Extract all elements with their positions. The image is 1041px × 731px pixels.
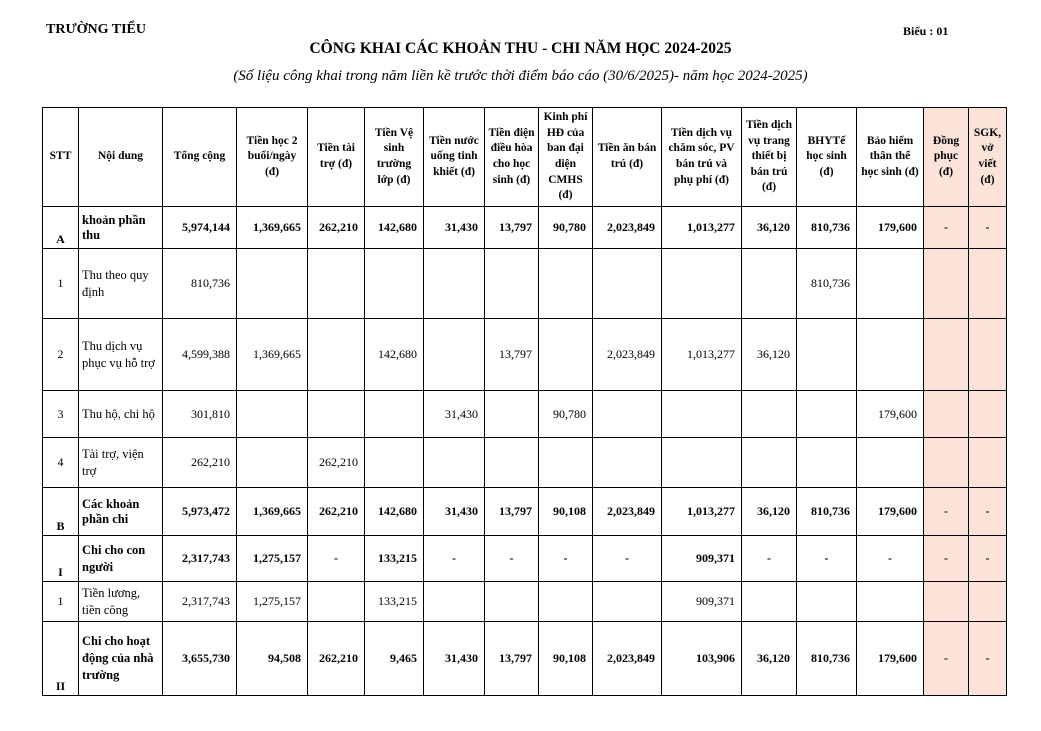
table-cell	[424, 582, 485, 622]
col-header-total: Tổng cộng	[163, 108, 237, 207]
row-content: Chi cho hoạt động của nhà trường	[79, 622, 163, 696]
col-header-care-service: Tiền dịch vụ chăm sóc, PV bán trú và phụ phí (đ)	[662, 108, 742, 207]
table-cell: 90,108	[539, 622, 593, 696]
row-content: Thu theo quy định	[79, 249, 163, 319]
table-cell: 13,797	[485, 319, 539, 391]
table-cell	[308, 319, 365, 391]
table-cell	[539, 582, 593, 622]
table-cell: 2,317,743	[163, 582, 237, 622]
table-cell	[237, 249, 308, 319]
row-stt: II	[43, 622, 79, 696]
table-cell: -	[924, 622, 969, 696]
table-cell	[797, 319, 857, 391]
table-cell: 133,215	[365, 536, 424, 582]
table-row	[43, 622, 1007, 696]
table-cell	[969, 249, 1007, 319]
row-content: Tiền lương, tiền công	[79, 582, 163, 622]
table-cell	[308, 582, 365, 622]
col-header-body-insurance: Bảo hiểm thân thể học sinh (đ)	[857, 108, 924, 207]
table-cell	[742, 391, 797, 438]
table-cell: -	[924, 207, 969, 249]
table-cell: 262,210	[308, 207, 365, 249]
table-cell: 36,120	[742, 622, 797, 696]
table-cell: 179,600	[857, 622, 924, 696]
table-cell	[485, 582, 539, 622]
col-header-boarding-meals: Tiền ăn bán trú (đ)	[593, 108, 662, 207]
table-row	[43, 319, 1007, 391]
table-cell: 3,655,730	[163, 622, 237, 696]
table-cell	[662, 391, 742, 438]
table-cell	[797, 438, 857, 488]
row-content: Tài trợ, viện trợ	[79, 438, 163, 488]
row-stt: I	[43, 536, 79, 582]
table-cell	[365, 438, 424, 488]
table-cell: 262,210	[308, 622, 365, 696]
row-content: Các khoản phần chi	[79, 488, 163, 536]
table-cell	[742, 438, 797, 488]
table-cell: 1,369,665	[237, 207, 308, 249]
revenue-expense-table	[42, 107, 1007, 696]
header-row	[43, 108, 1007, 207]
table-cell: 36,120	[742, 207, 797, 249]
table-cell	[924, 582, 969, 622]
table-cell: -	[485, 536, 539, 582]
row-stt: A	[43, 207, 79, 249]
row-content: Thu dịch vụ phục vụ hỗ trợ	[79, 319, 163, 391]
table-cell: 1,013,277	[662, 319, 742, 391]
col-header-air-conditioning: Tiền điện điều hòa cho học sinh (đ)	[485, 108, 539, 207]
table-cell	[662, 438, 742, 488]
table-cell: 179,600	[857, 207, 924, 249]
table-cell: -	[857, 536, 924, 582]
row-stt: 3	[43, 391, 79, 438]
table-cell: 31,430	[424, 391, 485, 438]
row-stt: 2	[43, 319, 79, 391]
table-cell: 262,210	[308, 488, 365, 536]
table-cell: 810,736	[797, 207, 857, 249]
table-cell	[365, 391, 424, 438]
col-header-equipment-service: Tiền dịch vụ trang thiết bị bán trú (đ)	[742, 108, 797, 207]
table-cell: -	[797, 536, 857, 582]
table-cell: -	[539, 536, 593, 582]
table-cell: 9,465	[365, 622, 424, 696]
table-cell	[424, 249, 485, 319]
table-cell: -	[969, 536, 1007, 582]
table-cell	[857, 319, 924, 391]
table-row	[43, 207, 1007, 249]
page-subtitle: (Số liệu công khai trong năm liền kề trước thời điểm báo cáo (30/6/2025)- năm học 2024-2025)	[233, 68, 808, 84]
col-header-two-session: Tiền học 2 buổi/ngày (đ)	[237, 108, 308, 207]
table-cell	[593, 249, 662, 319]
table-cell: 142,680	[365, 319, 424, 391]
table-cell	[485, 391, 539, 438]
table-cell: -	[924, 536, 969, 582]
table-cell	[857, 582, 924, 622]
table-cell: 13,797	[485, 488, 539, 536]
table-cell: 5,974,144	[163, 207, 237, 249]
table-cell: 31,430	[424, 622, 485, 696]
table-row	[43, 536, 1007, 582]
row-content: Thu hộ, chi hộ	[79, 391, 163, 438]
col-header-parents-committee: Kinh phí HĐ của ban đại diện CMHS (đ)	[539, 108, 593, 207]
row-stt: 1	[43, 582, 79, 622]
row-content: khoản phần thu	[79, 207, 163, 249]
table-cell	[539, 438, 593, 488]
table-cell	[365, 249, 424, 319]
table-cell: 142,680	[365, 488, 424, 536]
col-header-stt: STT	[43, 108, 79, 207]
table-cell	[539, 319, 593, 391]
table-cell	[485, 249, 539, 319]
table-cell	[308, 249, 365, 319]
table-cell: 2,023,849	[593, 622, 662, 696]
table-cell	[485, 438, 539, 488]
col-header-textbooks: SGK, vở viết (đ)	[969, 108, 1007, 207]
table-cell: 94,508	[237, 622, 308, 696]
col-header-drinking-water: Tiền nước uống tinh khiết (đ)	[424, 108, 485, 207]
table-cell: 133,215	[365, 582, 424, 622]
table-cell: 2,023,849	[593, 319, 662, 391]
table-cell: -	[969, 622, 1007, 696]
table-cell: -	[969, 488, 1007, 536]
col-header-health-insurance: BHYTế học sinh (đ)	[797, 108, 857, 207]
table-cell: 2,317,743	[163, 536, 237, 582]
row-stt: 1	[43, 249, 79, 319]
table-row	[43, 391, 1007, 438]
table-row	[43, 249, 1007, 319]
table-cell: 36,120	[742, 488, 797, 536]
table-cell: 1,369,665	[237, 488, 308, 536]
table-cell: 103,906	[662, 622, 742, 696]
table-cell: 90,780	[539, 207, 593, 249]
table-cell: -	[308, 536, 365, 582]
table-cell: 90,780	[539, 391, 593, 438]
table-cell	[593, 391, 662, 438]
school-name: TRƯỜNG TIỂU	[46, 22, 146, 37]
table-cell: 1,013,277	[662, 488, 742, 536]
row-stt: 4	[43, 438, 79, 488]
table-cell	[424, 438, 485, 488]
table-cell: 301,810	[163, 391, 237, 438]
table-cell: 810,736	[163, 249, 237, 319]
table-cell	[924, 319, 969, 391]
table-cell: 36,120	[742, 319, 797, 391]
table-cell	[742, 582, 797, 622]
table-cell: -	[593, 536, 662, 582]
page-title: CÔNG KHAI CÁC KHOẢN THU - CHI NĂM HỌC 2024-2025	[309, 40, 732, 57]
table-row	[43, 488, 1007, 536]
table-cell: 31,430	[424, 207, 485, 249]
row-content: Chi cho con người	[79, 536, 163, 582]
table-cell: 90,108	[539, 488, 593, 536]
table-cell: 810,736	[797, 488, 857, 536]
table-cell	[969, 391, 1007, 438]
table-cell: -	[742, 536, 797, 582]
table-cell: 13,797	[485, 207, 539, 249]
table-cell: 909,371	[662, 582, 742, 622]
table-cell: 31,430	[424, 488, 485, 536]
table-cell: 262,210	[308, 438, 365, 488]
table-cell: 179,600	[857, 488, 924, 536]
table-cell	[237, 438, 308, 488]
table-cell: 810,736	[797, 622, 857, 696]
table-cell: -	[424, 536, 485, 582]
table-cell: 1,013,277	[662, 207, 742, 249]
table-cell	[924, 438, 969, 488]
table-cell: 179,600	[857, 391, 924, 438]
table-cell	[857, 249, 924, 319]
table-cell: -	[924, 488, 969, 536]
table-cell: 1,275,157	[237, 582, 308, 622]
table-cell: 2,023,849	[593, 488, 662, 536]
table-cell	[593, 438, 662, 488]
col-header-content: Nội dung	[79, 108, 163, 207]
table-cell	[797, 391, 857, 438]
table-cell	[742, 249, 797, 319]
table-cell: 13,797	[485, 622, 539, 696]
table-cell	[593, 582, 662, 622]
form-number: Biểu : 01	[903, 24, 949, 38]
table-cell: 909,371	[662, 536, 742, 582]
table-cell: -	[969, 207, 1007, 249]
table-cell: 2,023,849	[593, 207, 662, 249]
row-stt: B	[43, 488, 79, 536]
table-cell	[969, 438, 1007, 488]
table-cell	[539, 249, 593, 319]
table-cell: 5,973,472	[163, 488, 237, 536]
col-header-cleaning: Tiền Vệ sinh trường lớp (đ)	[365, 108, 424, 207]
table-cell	[797, 582, 857, 622]
table-cell	[969, 319, 1007, 391]
col-header-sponsorship: Tiền tài trợ (đ)	[308, 108, 365, 207]
col-header-uniform: Đồng phục (đ)	[924, 108, 969, 207]
table-row	[43, 438, 1007, 488]
table-cell	[308, 391, 365, 438]
table-cell	[424, 319, 485, 391]
table-cell	[924, 391, 969, 438]
table-cell: 262,210	[163, 438, 237, 488]
table-cell: 142,680	[365, 207, 424, 249]
table-cell: 1,275,157	[237, 536, 308, 582]
table-row	[43, 582, 1007, 622]
table-cell: 810,736	[797, 249, 857, 319]
table-cell	[662, 249, 742, 319]
table-cell	[924, 249, 969, 319]
table-cell	[857, 438, 924, 488]
table-cell	[969, 582, 1007, 622]
table-cell: 4,599,388	[163, 319, 237, 391]
table-cell: 1,369,665	[237, 319, 308, 391]
table-cell	[237, 391, 308, 438]
